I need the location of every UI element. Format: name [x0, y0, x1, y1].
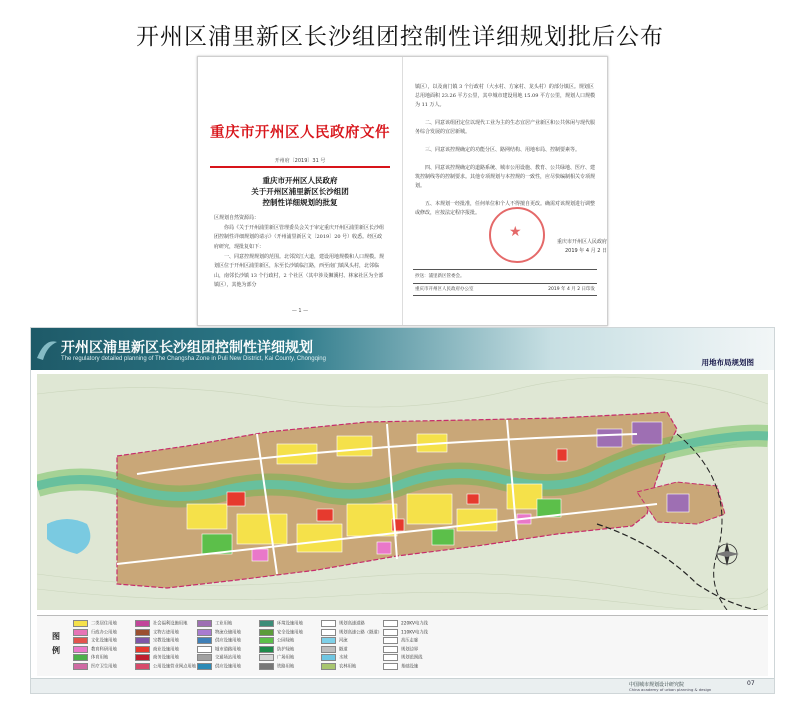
- map-subtitle: The regulatory detailed planning of The Changsha Zone in Puli New District, Kai County, Chongqing: [61, 356, 326, 362]
- legend-swatch: [135, 646, 150, 653]
- red-header: 重庆市开州区人民政府文件: [210, 124, 390, 141]
- legend-item: [197, 637, 241, 645]
- document-number: 开州府〔2019〕31 号: [274, 158, 326, 164]
- legend-item: [383, 646, 418, 654]
- legend-swatch: [383, 637, 398, 644]
- legend-item-label: 城市道路用地: [215, 647, 241, 652]
- legend-item-label: 铁路用地: [277, 664, 295, 669]
- legend-item: [197, 654, 241, 662]
- document-paragraph-4: 二、同意该组团定位以现代工业为主的生态宜居产业新区和公共休闲与现代服务综合发展的宜居新城。: [415, 120, 596, 136]
- legend-item: [321, 663, 356, 671]
- legend-swatch: [197, 620, 212, 627]
- legend-item-label: 工业用地: [215, 621, 233, 627]
- document-paragraph-5: 三、同意该控规确定的功能分区、路网结构、用地布局、控制要素等。: [425, 147, 581, 153]
- legend-item-label: 防护绿地: [277, 647, 295, 652]
- legend-item-label: 110KV电力线: [401, 630, 428, 635]
- legend-item: [383, 663, 418, 671]
- document-page-left: [198, 57, 403, 325]
- footer-divider-middle: [413, 283, 597, 284]
- legend-item: [135, 629, 179, 637]
- legend-swatch: [259, 646, 274, 653]
- legend-item: [383, 629, 428, 637]
- map-sheet-title: 用地布局规划图: [701, 358, 754, 367]
- legend-item: [73, 620, 117, 628]
- legend-item-label: 供应设施用地: [215, 638, 241, 644]
- legend-item: [383, 654, 422, 662]
- legend-item-label: 行政办公用地: [91, 630, 117, 635]
- legend-swatch: [321, 637, 336, 644]
- legend-item-label: 体育用地: [91, 655, 109, 661]
- legend-item-label: 规划边界: [401, 647, 419, 652]
- page-headline: 开州区浦里新区长沙组团控制性详细规划批后公布: [136, 24, 664, 50]
- legend-item-label: 教育科研用地: [91, 647, 117, 652]
- legend-item: [383, 637, 418, 645]
- legend-swatch: [383, 646, 398, 653]
- footer-divider-top: [413, 269, 597, 270]
- legend-item: [197, 646, 241, 654]
- document-paragraph-2: 一、同意控规规划的范围。北邻滨江大道，建设用地规模和人口规模。规划区位于开州区浦里新区，东至长沙镇临江路，西至南门镇凤头村，北邻临山，南邻长沙镇 13 个行政村，2 个社区（其中涉及狮溪村、林家社区为全部镇区），其他为部分: [214, 254, 385, 288]
- document-page-right: [403, 57, 607, 325]
- legend-item: [197, 663, 241, 671]
- legend-item-label: 环境设施用地: [277, 621, 303, 627]
- legend-item-label: 安全设施用地: [277, 630, 303, 635]
- footer-divider-bottom: [413, 295, 597, 296]
- legend-item: [321, 646, 348, 654]
- legend-item: [259, 620, 303, 628]
- red-divider: [210, 166, 390, 168]
- legend-swatch: [73, 646, 88, 653]
- document-title-line-3: 控制性详细规划的批复: [262, 198, 338, 207]
- approval-document: [197, 56, 608, 326]
- document-paragraph-7: 五、本规划一经批准，任何单位和个人不得擅自更改。确需对该规划进行调整或修改，应按法定程序报批。: [415, 201, 596, 217]
- legend-item-label: 农林用地: [339, 664, 357, 669]
- legend-swatch: [135, 654, 150, 661]
- map-page-number: 07: [747, 680, 755, 687]
- legend-swatch: [383, 629, 398, 636]
- legend-item: [259, 654, 294, 662]
- legend-item: [73, 637, 117, 645]
- legend-item: [321, 637, 348, 645]
- document-page-number: — 1 —: [291, 308, 309, 314]
- legend-item: [197, 620, 232, 628]
- document-paragraph-3: 镇区），以及南门镇 3 个行政村（大水村、方家村、龙头村）的部分镇区。规划区总用地面积 23.26 平方公里，其中城市建设用地 15.09 平方公里，规划人口规模为 11 万人。: [415, 84, 595, 109]
- legend-swatch: [135, 663, 150, 670]
- land-use-map: [37, 374, 768, 610]
- document-title-line-1: 重庆市开州区人民政府: [262, 176, 338, 185]
- legend-item: [321, 629, 382, 637]
- legend-swatch: [321, 620, 336, 627]
- legend-item: [259, 646, 294, 654]
- header-wave-icon: [33, 328, 59, 370]
- legend-swatch: [383, 654, 398, 661]
- legend-item-label: 物流仓储用地: [215, 630, 241, 635]
- legend-swatch: [383, 663, 398, 670]
- legend-item: [135, 637, 179, 645]
- document-addressee: 区规划自然资源局：: [214, 215, 260, 221]
- legend-swatch: [321, 629, 336, 636]
- seal-star-icon: ★: [509, 224, 522, 240]
- legend-item: [73, 663, 117, 671]
- legend-item: [73, 654, 108, 662]
- legend-item: [321, 620, 365, 628]
- official-seal: [489, 207, 545, 263]
- legend-swatch: [259, 654, 274, 661]
- legend-item-label: 规划高速道路: [339, 621, 365, 627]
- legend-item-label: 社会福利设施用地: [153, 621, 188, 627]
- legend-swatch: [321, 663, 336, 670]
- legend-item: [259, 637, 294, 645]
- legend-item-label: 文物古迹用地: [153, 630, 179, 635]
- legend-swatch: [259, 637, 274, 644]
- legend-swatch: [73, 637, 88, 644]
- legend-swatch: [73, 620, 88, 627]
- legend-item: [135, 654, 179, 662]
- legend-item-label: 规划范围线: [401, 655, 423, 661]
- legend-swatch: [135, 620, 150, 627]
- footer-cc: 抄送：浦里新区管委会。: [415, 274, 465, 279]
- legend-item: [135, 646, 179, 654]
- legend-item-label: 宗教设施用地: [153, 638, 179, 644]
- legend-item: [73, 629, 117, 637]
- legend-item-label: 隧道: [339, 647, 348, 652]
- legend-item-label: 水域: [339, 655, 348, 661]
- legend-item: [135, 663, 196, 671]
- land-use-map-panel: [30, 327, 775, 694]
- footer-office: 重庆市开州区人民政府办公室: [415, 287, 474, 292]
- legend-item: [383, 620, 428, 628]
- legend-swatch: [197, 646, 212, 653]
- legend-item-label: 文化设施用地: [91, 638, 117, 644]
- footer-print-date: 2019 年 4 月 2 日印发: [548, 287, 595, 292]
- legend-item-label: 商务设施用地: [153, 655, 179, 661]
- legend-swatch: [73, 629, 88, 636]
- legend-item-label: 220KV电力线: [401, 621, 428, 627]
- legend-item-label: 供应设施用地: [215, 664, 241, 669]
- map-header: [31, 328, 774, 370]
- legend-item-label: 二类居住用地: [91, 621, 117, 627]
- legend-item-label: 高压走廊: [401, 638, 419, 644]
- legend-item: [135, 620, 187, 628]
- legend-swatch: [321, 646, 336, 653]
- legend-item-label: 商业设施用地: [153, 647, 179, 652]
- legend-item-label: 规划高速公路（隧道）: [339, 630, 382, 635]
- legend-swatch: [73, 654, 88, 661]
- legend-swatch: [383, 620, 398, 627]
- legend-swatch: [135, 629, 150, 636]
- legend-swatch: [197, 637, 212, 644]
- legend-swatch: [259, 663, 274, 670]
- legend-swatch: [73, 663, 88, 670]
- legend-item-label: 河流: [339, 638, 348, 644]
- legend-swatch: [197, 654, 212, 661]
- legend-item: [259, 663, 294, 671]
- legend-item-label: 基础设施: [401, 664, 419, 669]
- legend-item-label: 公园绿地: [277, 638, 295, 644]
- legend-heading: 图例: [52, 632, 60, 655]
- map-title: 开州区浦里新区长沙组团控制性详细规划: [61, 340, 313, 356]
- legend-swatch: [197, 663, 212, 670]
- legend-item-label: 广场用地: [277, 655, 295, 661]
- legend-swatch: [135, 637, 150, 644]
- legend-item: [73, 646, 117, 654]
- document-paragraph-1: 你局《关于开州浦里新区管理委员会关于审定重庆开州区浦里新区长沙组团控制性详细规划的请示》（开州浦里新区文〔2019〕20 号）收悉。经区政府研究，现批复如下：: [214, 225, 385, 250]
- legend-item: [259, 629, 303, 637]
- document-paragraph-6: 四、同意该控规确定的道路系统、城市公用设施、教育、公共绿地、医疗、建筑控制线等的控制要求。其他专项规划与本控规的一致性，应尽快编制相关专项规划。: [415, 165, 596, 190]
- legend-item-label: 公用设施营业网点用地: [153, 664, 196, 669]
- seal-issuer: 重庆市开州区人民政府: [556, 239, 607, 245]
- legend-swatch: [259, 629, 274, 636]
- organization-name: 中国城市规划设计研究院: [629, 682, 685, 688]
- organization-name-english: China academy of urban planning & design: [629, 687, 712, 692]
- document-title-line-2: 关于开州区浦里新区长沙组团: [251, 187, 349, 196]
- seal-date: 2019 年 4 月 2 日: [564, 248, 607, 254]
- legend-item-label: 医疗卫生用地: [91, 664, 117, 669]
- legend-item-label: 交通场站用地: [215, 655, 241, 661]
- legend-swatch: [259, 620, 274, 627]
- legend-item: [197, 629, 241, 637]
- legend-item: [321, 654, 348, 662]
- legend-swatch: [197, 629, 212, 636]
- legend-swatch: [321, 654, 336, 661]
- map-legend: [37, 615, 768, 676]
